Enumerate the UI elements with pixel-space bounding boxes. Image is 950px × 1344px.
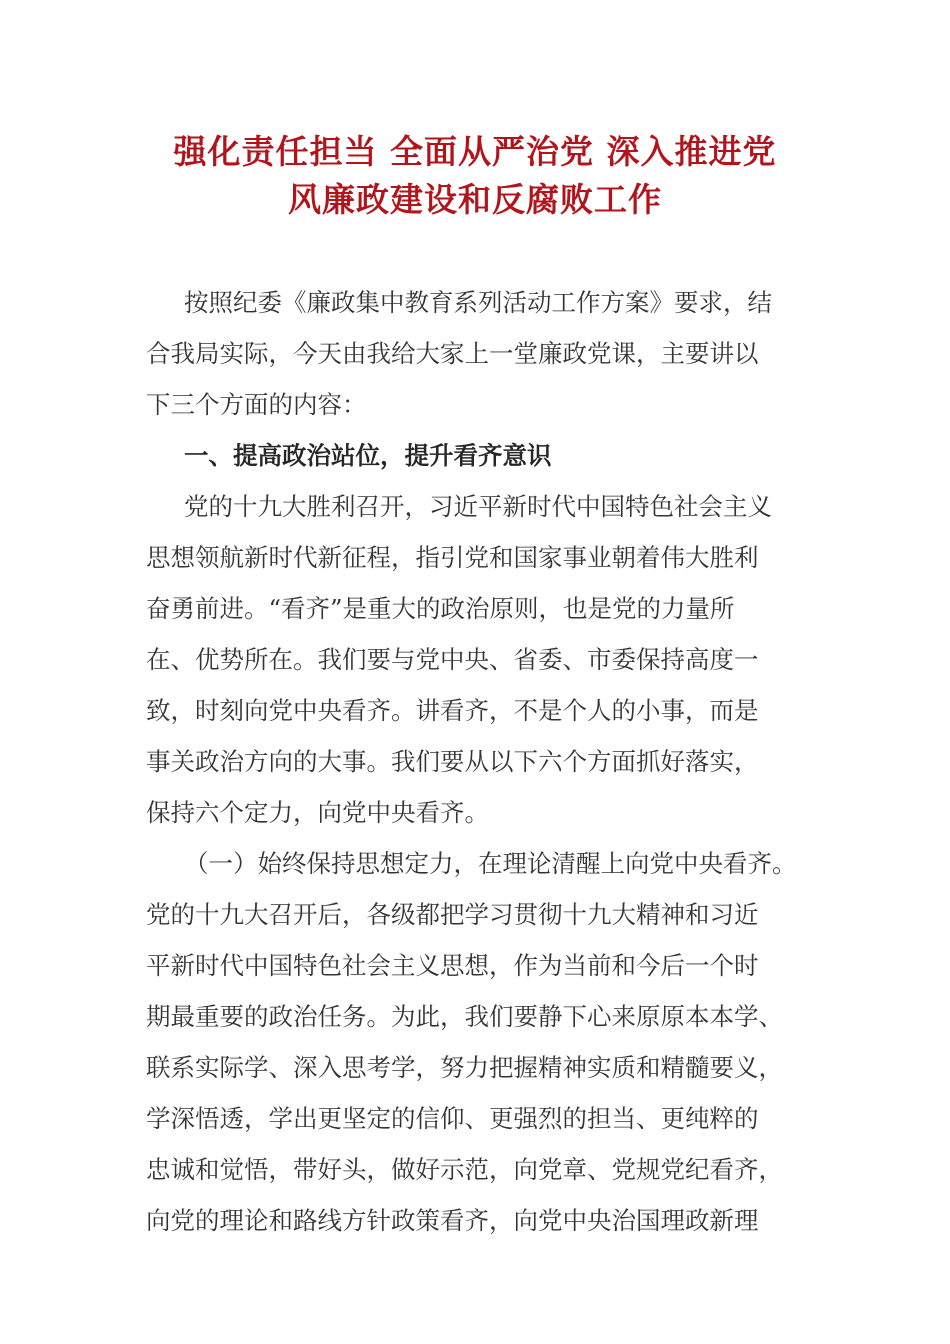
title-line-2: 风廉政建设和反腐败工作 xyxy=(288,180,662,219)
text-line: 合我局实际，今天由我给大家上一堂廉政党课，主要讲以 xyxy=(146,339,759,368)
text-line: 致，时刻向党中央看齐。讲看齐，不是个人的小事，而是 xyxy=(146,696,759,725)
document-body xyxy=(146,277,806,1246)
text-line: 事关政治方向的大事。我们要从以下六个方面抓好落实， xyxy=(146,747,759,776)
text-line: 奋勇前进。“看齐”是重大的政治原则，也是党的力量所 xyxy=(146,594,735,623)
paragraph-intro xyxy=(146,277,806,430)
text-line: 党的十九大召开后，各级都把学习贯彻十九大精神和习近 xyxy=(146,900,759,929)
section-heading xyxy=(146,430,806,481)
text-line: 期最重要的政治任务。为此，我们要静下心来原原本本学、 xyxy=(146,1002,783,1031)
text-line: 下三个方面的内容： xyxy=(146,390,367,419)
text-line: 学深悟透，学出更坚定的信仰、更强烈的担当、更纯粹的 xyxy=(146,1104,759,1133)
text-line: 保持六个定力，向党中央看齐。 xyxy=(146,798,489,827)
text-line: 忠诚和觉悟，带好头，做好示范，向党章、党规党纪看齐， xyxy=(146,1155,783,1184)
document-title xyxy=(140,128,810,224)
title-line-1: 强化责任担当 全面从严治党 深入推进党 xyxy=(173,132,777,171)
heading-line: 一、提高政治站位，提升看齐意识 xyxy=(184,441,552,470)
text-line: 在、优势所在。我们要与党中央、省委、市委保持高度一 xyxy=(146,645,759,674)
text-line: 平新时代中国特色社会主义思想，作为当前和今后一个时 xyxy=(146,951,759,980)
paragraph-section-1 xyxy=(146,481,806,838)
text-line: （一）始终保持思想定力，在理论清醒上向党中央看齐。 xyxy=(184,849,797,878)
paragraph-subsection-1 xyxy=(146,838,806,1246)
text-line: 党的十九大胜利召开，习近平新时代中国特色社会主义 xyxy=(184,492,772,521)
text-line: 联系实际学、深入思考学，努力把握精神实质和精髓要义， xyxy=(146,1053,783,1082)
text-line: 思想领航新时代新征程，指引党和国家事业朝着伟大胜利 xyxy=(146,543,759,572)
text-line: 向党的理论和路线方针政策看齐，向党中央治国理政新理 xyxy=(146,1206,759,1235)
text-line: 按照纪委《廉政集中教育系列活动工作方案》要求，结 xyxy=(184,288,772,317)
